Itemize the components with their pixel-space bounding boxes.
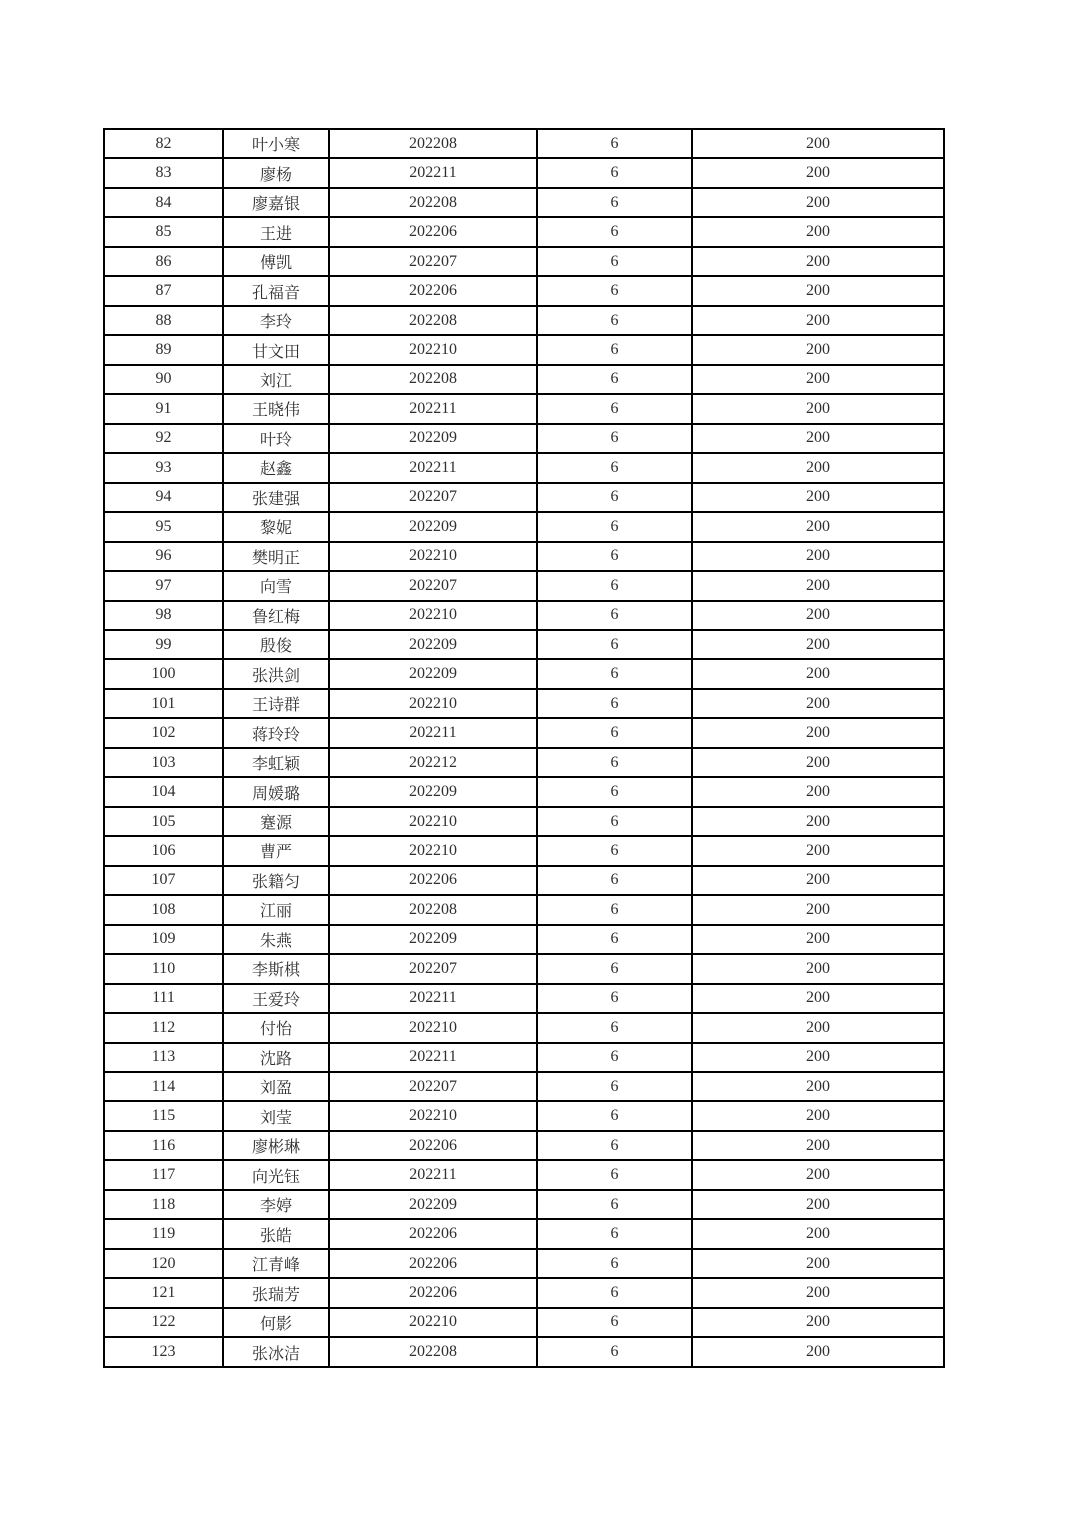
table-cell: 202206: [329, 866, 537, 895]
table-cell: 鲁红梅: [223, 601, 329, 630]
table-cell: 200: [692, 925, 944, 954]
table-row: [104, 777, 944, 806]
table-cell: 202206: [329, 276, 537, 305]
table-cell: 王进: [223, 217, 329, 246]
table-cell: 6: [537, 1308, 692, 1337]
table-cell: 曹严: [223, 836, 329, 865]
table-cell: 200: [692, 1190, 944, 1219]
table-cell: 200: [692, 954, 944, 983]
table-row: [104, 453, 944, 482]
table-cell: 97: [104, 571, 223, 600]
table-cell: 200: [692, 306, 944, 335]
table-cell: 6: [537, 365, 692, 394]
table-cell: 202210: [329, 689, 537, 718]
table-cell: 202211: [329, 1160, 537, 1189]
table-cell: 王晓伟: [223, 394, 329, 423]
table-cell: 121: [104, 1278, 223, 1307]
table-cell: 张建强: [223, 483, 329, 512]
table-row: [104, 925, 944, 954]
table-cell: 6: [537, 777, 692, 806]
table-cell: 101: [104, 689, 223, 718]
table-cell: 118: [104, 1190, 223, 1219]
table-cell: 200: [692, 895, 944, 924]
table-row: [104, 1249, 944, 1278]
table-cell: 200: [692, 1101, 944, 1130]
table-row: [104, 512, 944, 541]
table-cell: 83: [104, 158, 223, 187]
table-cell: 202206: [329, 1131, 537, 1160]
table-row: [104, 1101, 944, 1130]
table-cell: 200: [692, 718, 944, 747]
table-row: [104, 659, 944, 688]
table-cell: 6: [537, 1072, 692, 1101]
table-row: [104, 601, 944, 630]
table-cell: 李玲: [223, 306, 329, 335]
table-cell: 200: [692, 1308, 944, 1337]
table-cell: 202206: [329, 217, 537, 246]
table-row: [104, 247, 944, 276]
table-cell: 112: [104, 1013, 223, 1042]
table-cell: 200: [692, 365, 944, 394]
table-cell: 6: [537, 512, 692, 541]
table-row: [104, 276, 944, 305]
table-cell: 202210: [329, 836, 537, 865]
table-cell: 叶小寒: [223, 129, 329, 158]
table-cell: 蒋玲玲: [223, 718, 329, 747]
table-cell: 200: [692, 689, 944, 718]
table-cell: 6: [537, 807, 692, 836]
table-cell: 6: [537, 1013, 692, 1042]
table-cell: 108: [104, 895, 223, 924]
table-row: [104, 1308, 944, 1337]
table-cell: 200: [692, 158, 944, 187]
table-cell: 107: [104, 866, 223, 895]
table-cell: 6: [537, 1278, 692, 1307]
table-cell: 6: [537, 925, 692, 954]
table-cell: 张洪剑: [223, 659, 329, 688]
table-row: [104, 1013, 944, 1042]
table-cell: 6: [537, 1190, 692, 1219]
table-cell: 6: [537, 1337, 692, 1367]
table-cell: 202210: [329, 1308, 537, 1337]
table-cell: 6: [537, 601, 692, 630]
table-cell: 113: [104, 1043, 223, 1072]
table-cell: 202211: [329, 453, 537, 482]
table-cell: 周媛璐: [223, 777, 329, 806]
table-cell: 6: [537, 895, 692, 924]
table-cell: 6: [537, 129, 692, 158]
table-cell: 202211: [329, 718, 537, 747]
table-cell: 200: [692, 1249, 944, 1278]
table-cell: 202207: [329, 247, 537, 276]
table-cell: 6: [537, 1101, 692, 1130]
table-cell: 200: [692, 1219, 944, 1248]
table-cell: 202212: [329, 748, 537, 777]
table-row: [104, 217, 944, 246]
table-cell: 6: [537, 424, 692, 453]
table-cell: 6: [537, 718, 692, 747]
table-cell: 202209: [329, 659, 537, 688]
table-row: [104, 1337, 944, 1367]
table-cell: 黎妮: [223, 512, 329, 541]
table-cell: 82: [104, 129, 223, 158]
table-cell: 李婷: [223, 1190, 329, 1219]
table-cell: 106: [104, 836, 223, 865]
table-cell: 200: [692, 630, 944, 659]
table-cell: 200: [692, 335, 944, 364]
table-cell: 200: [692, 247, 944, 276]
table-cell: 104: [104, 777, 223, 806]
table-cell: 6: [537, 689, 692, 718]
table-cell: 殷俊: [223, 630, 329, 659]
table-cell: 200: [692, 807, 944, 836]
table-cell: 202207: [329, 571, 537, 600]
table-cell: 105: [104, 807, 223, 836]
table-cell: 114: [104, 1072, 223, 1101]
table-cell: 6: [537, 158, 692, 187]
table-cell: 200: [692, 777, 944, 806]
table-row: [104, 807, 944, 836]
table-row: [104, 1043, 944, 1072]
table-cell: 200: [692, 984, 944, 1013]
table-cell: 200: [692, 866, 944, 895]
table-cell: 6: [537, 954, 692, 983]
table-cell: 202209: [329, 512, 537, 541]
table-row: [104, 630, 944, 659]
table-cell: 200: [692, 129, 944, 158]
table-cell: 202208: [329, 188, 537, 217]
table-cell: 86: [104, 247, 223, 276]
table-row: [104, 718, 944, 747]
table-cell: 蹇源: [223, 807, 329, 836]
table-row: [104, 866, 944, 895]
table-cell: 200: [692, 424, 944, 453]
table-cell: 202206: [329, 1249, 537, 1278]
table-cell: 向雪: [223, 571, 329, 600]
table-row: [104, 1072, 944, 1101]
table-cell: 付怡: [223, 1013, 329, 1042]
table-row: [104, 895, 944, 924]
table-cell: 6: [537, 1160, 692, 1189]
table-cell: 6: [537, 217, 692, 246]
table-cell: 202209: [329, 777, 537, 806]
table-cell: 200: [692, 217, 944, 246]
table-cell: 6: [537, 1249, 692, 1278]
table-cell: 6: [537, 394, 692, 423]
table-cell: 200: [692, 1013, 944, 1042]
table-cell: 202208: [329, 895, 537, 924]
table-cell: 202206: [329, 1219, 537, 1248]
table-cell: 95: [104, 512, 223, 541]
table-cell: 202210: [329, 1013, 537, 1042]
table-cell: 122: [104, 1308, 223, 1337]
table-cell: 117: [104, 1160, 223, 1189]
table-cell: 202211: [329, 158, 537, 187]
table-row: [104, 335, 944, 364]
table-cell: 200: [692, 542, 944, 571]
table-cell: 103: [104, 748, 223, 777]
table-cell: 202210: [329, 335, 537, 364]
table-cell: 202207: [329, 954, 537, 983]
table-cell: 200: [692, 1160, 944, 1189]
table-cell: 94: [104, 483, 223, 512]
table-cell: 6: [537, 335, 692, 364]
table-row: [104, 542, 944, 571]
table-cell: 200: [692, 571, 944, 600]
table-cell: 6: [537, 188, 692, 217]
table-row: [104, 129, 944, 158]
table-row: [104, 954, 944, 983]
table-cell: 200: [692, 748, 944, 777]
table-cell: 88: [104, 306, 223, 335]
table-row: [104, 158, 944, 187]
table-cell: 200: [692, 601, 944, 630]
table-cell: 樊明正: [223, 542, 329, 571]
table-row: [104, 394, 944, 423]
table-cell: 200: [692, 394, 944, 423]
table-row: [104, 571, 944, 600]
table-row: [104, 1190, 944, 1219]
table-cell: 202208: [329, 306, 537, 335]
table-cell: 6: [537, 836, 692, 865]
table-cell: 200: [692, 1278, 944, 1307]
table-row: [104, 365, 944, 394]
table-cell: 202210: [329, 542, 537, 571]
table-cell: 孔福音: [223, 276, 329, 305]
table-cell: 刘江: [223, 365, 329, 394]
table-cell: 98: [104, 601, 223, 630]
table-cell: 200: [692, 1337, 944, 1367]
table-cell: 202208: [329, 129, 537, 158]
table-cell: 李斯棋: [223, 954, 329, 983]
table-cell: 廖杨: [223, 158, 329, 187]
table-cell: 江青峰: [223, 1249, 329, 1278]
table-cell: 赵鑫: [223, 453, 329, 482]
table-cell: 6: [537, 542, 692, 571]
table-cell: 何影: [223, 1308, 329, 1337]
table-cell: 6: [537, 1043, 692, 1072]
table-cell: 123: [104, 1337, 223, 1367]
table-cell: 6: [537, 659, 692, 688]
records-table: [103, 128, 945, 1368]
table-cell: 202210: [329, 1101, 537, 1130]
table-row: [104, 1278, 944, 1307]
table-cell: 102: [104, 718, 223, 747]
table-cell: 张冰洁: [223, 1337, 329, 1367]
table-cell: 刘盈: [223, 1072, 329, 1101]
table-cell: 99: [104, 630, 223, 659]
table-cell: 90: [104, 365, 223, 394]
table-cell: 87: [104, 276, 223, 305]
table-row: [104, 984, 944, 1013]
table-cell: 6: [537, 247, 692, 276]
table-cell: 202208: [329, 365, 537, 394]
table-cell: 李虹颖: [223, 748, 329, 777]
table-cell: 200: [692, 836, 944, 865]
table-cell: 200: [692, 512, 944, 541]
table-cell: 89: [104, 335, 223, 364]
table-cell: 叶玲: [223, 424, 329, 453]
table-cell: 6: [537, 748, 692, 777]
table-cell: 200: [692, 188, 944, 217]
table-cell: 6: [537, 483, 692, 512]
table-cell: 96: [104, 542, 223, 571]
table-cell: 202209: [329, 424, 537, 453]
table-row: [104, 483, 944, 512]
table-cell: 202206: [329, 1278, 537, 1307]
table-row: [104, 689, 944, 718]
table-cell: 200: [692, 483, 944, 512]
table-cell: 109: [104, 925, 223, 954]
table-cell: 110: [104, 954, 223, 983]
table-row: [104, 1219, 944, 1248]
table-cell: 张籍匀: [223, 866, 329, 895]
table-cell: 江丽: [223, 895, 329, 924]
table-cell: 92: [104, 424, 223, 453]
table-cell: 刘莹: [223, 1101, 329, 1130]
table-cell: 202207: [329, 1072, 537, 1101]
table-cell: 93: [104, 453, 223, 482]
records-table-body: [104, 129, 944, 1367]
table-cell: 202211: [329, 984, 537, 1013]
table-cell: 傅凯: [223, 247, 329, 276]
table-cell: 6: [537, 453, 692, 482]
table-cell: 120: [104, 1249, 223, 1278]
table-cell: 200: [692, 1131, 944, 1160]
table-cell: 6: [537, 1219, 692, 1248]
table-cell: 6: [537, 276, 692, 305]
table-cell: 向光钰: [223, 1160, 329, 1189]
table-row: [104, 1160, 944, 1189]
table-cell: 6: [537, 984, 692, 1013]
table-cell: 202211: [329, 1043, 537, 1072]
table-cell: 6: [537, 866, 692, 895]
table-cell: 202209: [329, 925, 537, 954]
table-cell: 91: [104, 394, 223, 423]
table-cell: 116: [104, 1131, 223, 1160]
table-cell: 115: [104, 1101, 223, 1130]
table-cell: 111: [104, 984, 223, 1013]
table-cell: 200: [692, 1043, 944, 1072]
table-cell: 200: [692, 453, 944, 482]
table-cell: 200: [692, 659, 944, 688]
table-row: [104, 424, 944, 453]
table-cell: 202211: [329, 394, 537, 423]
table-cell: 119: [104, 1219, 223, 1248]
table-cell: 王诗群: [223, 689, 329, 718]
table-row: [104, 748, 944, 777]
table-cell: 王爱玲: [223, 984, 329, 1013]
table-cell: 廖彬琳: [223, 1131, 329, 1160]
table-cell: 6: [537, 1131, 692, 1160]
table-row: [104, 188, 944, 217]
table-cell: 84: [104, 188, 223, 217]
table-cell: 200: [692, 276, 944, 305]
table-cell: 张皓: [223, 1219, 329, 1248]
table-cell: 甘文田: [223, 335, 329, 364]
table-cell: 张瑞芳: [223, 1278, 329, 1307]
table-cell: 202209: [329, 630, 537, 659]
table-cell: 沈路: [223, 1043, 329, 1072]
table-row: [104, 1131, 944, 1160]
table-cell: 202210: [329, 807, 537, 836]
table-cell: 6: [537, 630, 692, 659]
table-cell: 200: [692, 1072, 944, 1101]
table-cell: 202209: [329, 1190, 537, 1219]
table-cell: 202208: [329, 1337, 537, 1367]
table-cell: 朱燕: [223, 925, 329, 954]
table-cell: 85: [104, 217, 223, 246]
table-cell: 廖嘉银: [223, 188, 329, 217]
table-cell: 6: [537, 306, 692, 335]
table-cell: 202207: [329, 483, 537, 512]
table-cell: 100: [104, 659, 223, 688]
table-cell: 202210: [329, 601, 537, 630]
table-row: [104, 836, 944, 865]
table-cell: 6: [537, 571, 692, 600]
table-row: [104, 306, 944, 335]
